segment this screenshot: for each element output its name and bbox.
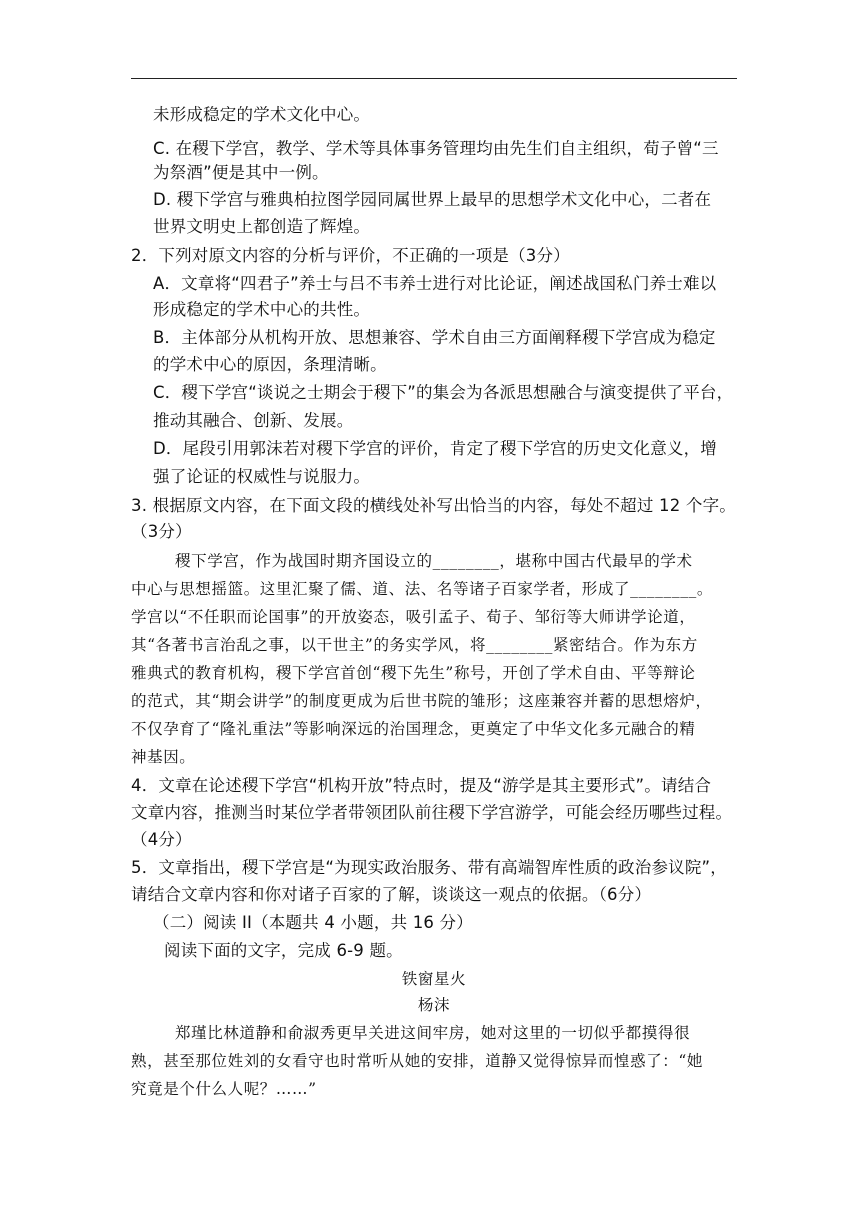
story-paragraph-line: 郑瑾比林道静和俞淑秀更早关进这间牢房，她对这里的一切似乎都摸得很	[175, 1024, 691, 1042]
q2-option-a-continuation: 形成稳定的学术中心的共性。	[153, 300, 371, 319]
q3-passage-line: 学宫以“不任职而论国事”的开放姿态，吸引孟子、荀子、邹衍等大师讲学论道，	[131, 608, 696, 626]
option-c: C. 在稷下学宫，教学、学术等具体事务管理均由先生们自主组织，荀子曾“三	[153, 139, 719, 158]
story-title: 铁窗星火	[401, 970, 467, 988]
q2-option-b-continuation: 的学术中心的原因，条理清晰。	[153, 355, 387, 374]
q2-option-d: D．尾段引用郭沫若对稷下学宫的评价，肯定了稷下学宫的历史文化意义，增	[153, 439, 718, 458]
q2-option-d-continuation: 强了论证的权威性与说服力。	[153, 467, 371, 486]
story-paragraph-line: 究竟是个什么人呢？……”	[131, 1080, 317, 1098]
question-5-stem: 5．文章指出，稷下学宫是“为现实政治服务、带有高端智库性质的政治参议院”，	[131, 858, 727, 877]
reading-instruction: 阅读下面的文字，完成 6-9 题。	[164, 941, 403, 960]
question-4-stem: 4．文章在论述稷下学宫“机构开放”特点时，提及“游学是其主要形式”。请结合	[131, 776, 712, 795]
question-4-score: （4分）	[131, 830, 192, 849]
question-2-stem: 2．下列对原文内容的分析与评价，不正确的一项是（3分）	[131, 246, 570, 265]
question-5-continuation: 请结合文章内容和你对诸子百家的了解，谈谈这一观点的依据。（6分）	[131, 885, 652, 904]
q2-option-c-continuation: 推动其融合、创新、发展。	[153, 411, 354, 430]
q2-option-b: B．主体部分从机构开放、思想兼容、学术自由三方面阐释稷下学宫成为稳定	[153, 328, 716, 347]
q3-passage-line: 不仅孕育了“隆礼重法”等影响深远的治国理念，更奠定了中华文化多元融合的精	[131, 720, 696, 738]
header-rule	[131, 78, 737, 79]
section-heading: （二）阅读 II（本题共 4 小题，共 16 分）	[153, 913, 473, 932]
q2-option-c: C．稷下学宫“谈说之士期会于稷下”的集会为各派思想融合与演变提供了平台，	[153, 383, 734, 402]
option-d-continuation: 世界文明史上都创造了辉煌。	[153, 217, 371, 236]
question-3-stem: 3. 根据原文内容，在下面文段的横线处补写出恰当的内容，每处不超过 12 个字。	[131, 496, 736, 515]
story-paragraph-line: 熟，甚至那位姓刘的女看守也时常听从她的安排，道静又觉得惊异而惶惑了：“她	[131, 1052, 704, 1070]
q3-passage-line: 中心与思想摇篮。这里汇聚了儒、道、法、名等诸子百家学者，形成了________。	[131, 580, 714, 598]
story-author: 杨沫	[417, 996, 451, 1014]
q3-passage-line: 稷下学宫，作为战国时期齐国设立的________，堪称中国古代最早的学术	[175, 552, 693, 570]
option-c-continuation: 为祭酒”便是其中一例。	[153, 163, 329, 182]
q3-passage-line: 神基因。	[131, 748, 196, 766]
option-d: D. 稷下学宫与雅典柏拉图学园同属世界上最早的思想学术文化中心，二者在	[153, 190, 712, 209]
q3-passage-line: 的范式，其“期会讲学”的制度更成为后世书院的雏形；这座兼容并蓄的思想熔炉，	[131, 692, 712, 710]
q2-option-a: A．文章将“四君子”养士与吕不韦养士进行对比论证，阐述战国私门养士难以	[153, 274, 717, 293]
question-4-continuation: 文章内容，推测当时某位学者带领团队前往稷下学宫游学，可能会经历哪些过程。	[131, 803, 733, 822]
option-b-continuation: 未形成稳定的学术文化中心。	[153, 105, 371, 124]
q3-passage-line: 其“各著书言治乱之事，以干世主”的务实学风，将________紧密结合。作为东方	[131, 636, 698, 654]
question-3-score: （3分）	[131, 522, 192, 541]
q3-passage-line: 雅典式的教育机构，稷下学宫首创“稷下先生”称号，开创了学术自由、平等辩论	[131, 664, 696, 682]
